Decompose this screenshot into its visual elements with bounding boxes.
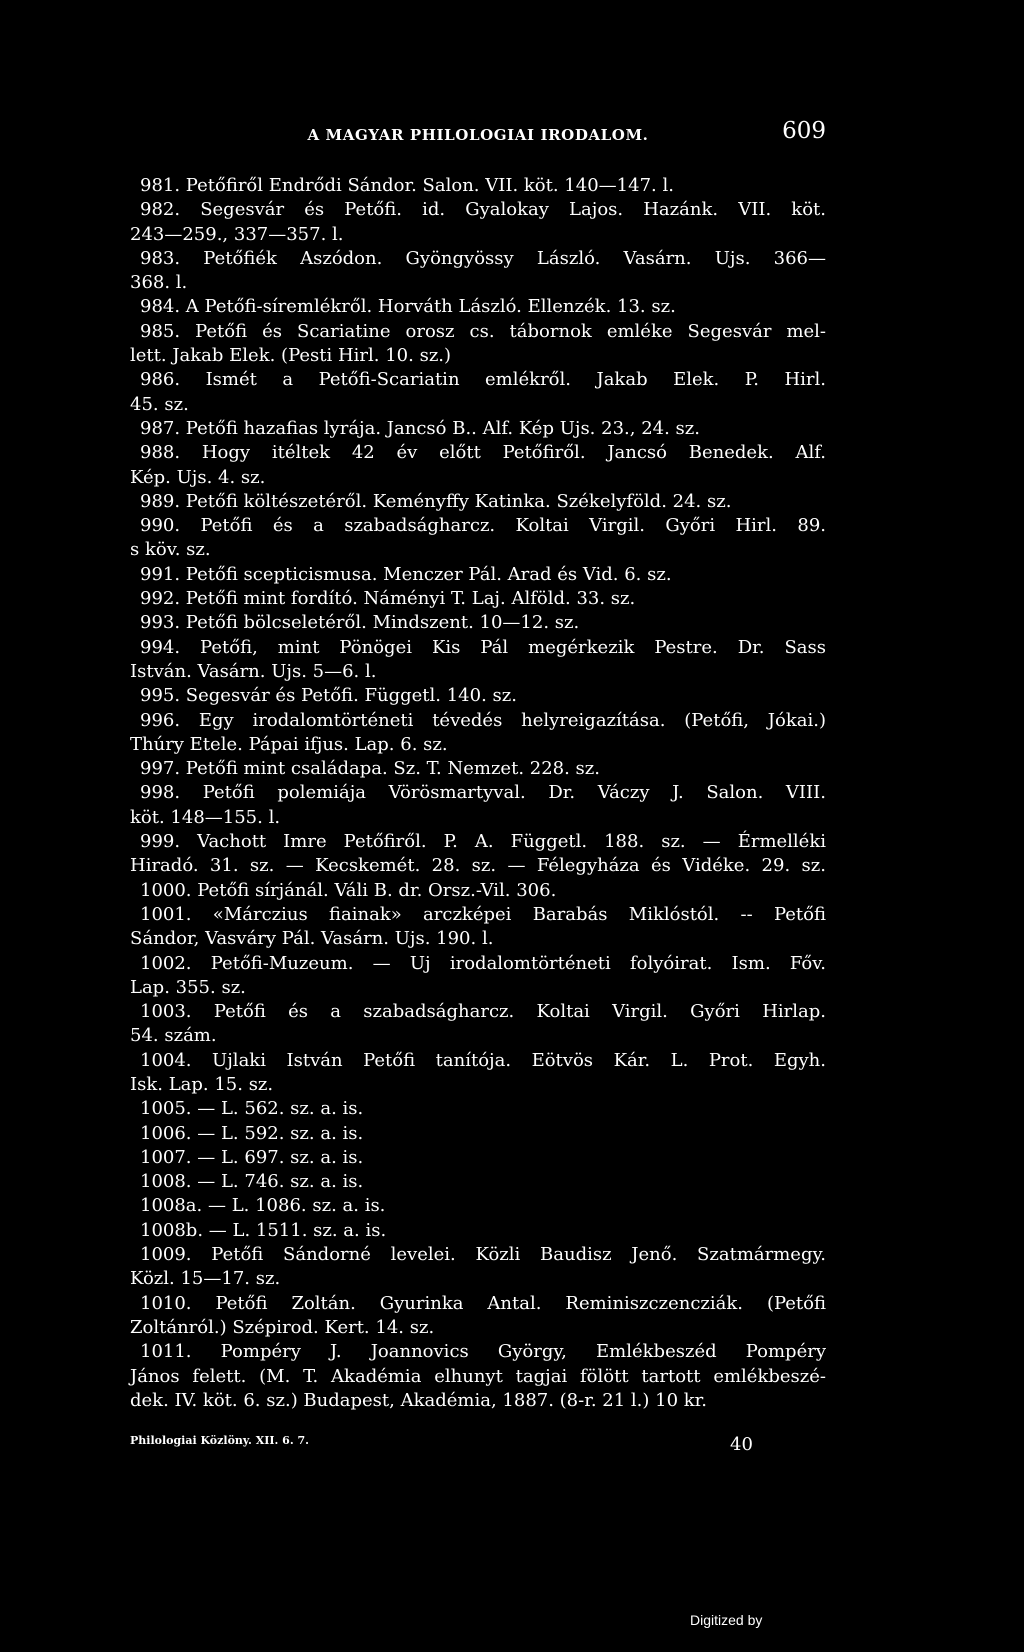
text-line: István. Vasárn. Ujs. 5—6. l.	[130, 660, 377, 682]
text-line: s köv. sz.	[130, 539, 211, 561]
text-line: Kép. Ujs. 4. sz.	[130, 466, 266, 488]
text-line: 45. sz.	[130, 393, 189, 415]
text-line: Zoltánról.) Szépirod. Kert. 14. sz.	[130, 1316, 435, 1338]
text-line: 997. Petőfi mint családapa. Sz. T. Nemzet. 228. sz.	[140, 758, 601, 780]
footer-journal: Philologiai Közlöny. XII. 6. 7.	[130, 1434, 309, 1447]
page-footer	[130, 1428, 826, 1458]
page-number: 609	[782, 118, 826, 144]
text-line: 1002. Petőfi-Muzeum. — Uj irodalomtörténeti folyóirat. Ism. Főv.	[140, 952, 826, 974]
bibliography-entries	[130, 174, 826, 1413]
text-line: 243—259., 337—357. l.	[130, 223, 344, 245]
text-line: 998. Petőfi polemiája Vörösmartyval. Dr. Váczy J. Salon. VIII.	[140, 782, 826, 804]
text-line: 985. Petőfi és Scariatine orosz cs. tábornok emléke Segesvár mel-	[140, 320, 826, 342]
text-line: Hiradó. 31. sz. — Kecskemét. 28. sz. — Félegyháza és Vidéke. 29. sz.	[130, 855, 826, 877]
text-line: Közl. 15—17. sz.	[130, 1268, 281, 1290]
text-line: Thúry Etele. Pápai ifjus. Lap. 6. sz.	[130, 733, 448, 755]
text-line: 994. Petőfi, mint Pönögei Kis Pál megérkezik Pestre. Dr. Sass	[140, 636, 826, 658]
text-line: 1005. — L. 562. sz. a. is.	[140, 1098, 364, 1120]
text-line: János felett. (M. T. Akadémia elhunyt tagjai fölött tartott emlékbeszé-	[130, 1365, 826, 1387]
text-line: 993. Petőfi bölcseletéről. Mindszent. 10—12. sz.	[140, 612, 580, 634]
text-line: 983. Petőfiék Aszódon. Gyöngyössy László. Vasárn. Ujs. 366—	[140, 247, 826, 269]
text-line: dek. IV. köt. 6. sz.) Budapest, Akadémia, 1887. (8-r. 21 l.) 10 kr.	[130, 1389, 708, 1411]
text-line: Isk. Lap. 15. sz.	[130, 1073, 274, 1095]
text-line: 990. Petőfi és a szabadságharcz. Koltai Virgil. Győri Hirl. 89.	[140, 515, 826, 537]
text-line: 1008b. — L. 1511. sz. a. is.	[140, 1219, 387, 1241]
footer-signature: 40	[730, 1434, 753, 1455]
text-line: 986. Ismét a Petőfi-Scariatin emlékről. Jakab Elek. P. Hirl.	[140, 369, 826, 391]
text-line: 996. Egy irodalomtörténeti tévedés helyreigazítása. (Petőfi, Jókai.)	[140, 709, 826, 731]
text-line: Sándor, Vasváry Pál. Vasárn. Ujs. 190. l.	[130, 928, 494, 950]
text-line: 991. Petőfi scepticismusa. Menczer Pál. Arad és Vid. 6. sz.	[140, 563, 672, 585]
text-line: 1009. Petőfi Sándorné levelei. Közli Baudisz Jenő. Szatmármegy.	[140, 1244, 826, 1266]
text-line: 1008. — L. 746. sz. a. is.	[140, 1171, 364, 1193]
text-line: 1004. Ujlaki István Petőfi tanítója. Eötvös Kár. L. Prot. Egyh.	[140, 1049, 826, 1071]
text-line: 1010. Petőfi Zoltán. Gyurinka Antal. Reminiszczencziák. (Petőfi	[140, 1292, 826, 1314]
text-line: 54. szám.	[130, 1025, 217, 1047]
text-line: 1008a. — L. 1086. sz. a. is.	[140, 1195, 386, 1217]
text-line: 1000. Petőfi sírjánál. Váli B. dr. Orsz.-Vil. 306.	[140, 879, 557, 901]
text-line: 368. l.	[130, 272, 188, 294]
text-line: köt. 148—155. l.	[130, 806, 281, 828]
text-line: 1007. — L. 697. sz. a. is.	[140, 1146, 364, 1168]
text-line: 984. A Petőfi-síremlékről. Horváth László. Ellenzék. 13. sz.	[140, 296, 676, 318]
running-header	[130, 118, 826, 152]
text-line: 987. Petőfi hazafias lyrája. Jancsó B.. Alf. Kép Ujs. 23., 24. sz.	[140, 417, 700, 439]
text-line: 1011. Pompéry J. Joannovics György, Emlékbeszéd Pompéry	[140, 1341, 826, 1363]
text-line: 989. Petőfi költészetéről. Keményffy Katinka. Székelyföld. 24. sz.	[140, 490, 732, 512]
text-line: 995. Segesvár és Petőfi. Függetl. 140. sz.	[140, 685, 517, 707]
text-line: Lap. 355. sz.	[130, 976, 246, 998]
text-line: lett. Jakab Elek. (Pesti Hirl. 10. sz.)	[130, 345, 452, 367]
text-line: 988. Hogy itéltek 42 év előtt Petőfiről. Jancsó Benedek. Alf.	[140, 442, 826, 464]
text-line: 999. Vachott Imre Petőfiről. P. A. Függetl. 188. sz. — Érmelléki	[140, 831, 826, 853]
text-line: 981. Petőfiről Endrődi Sándor. Salon. VII. köt. 140—147. l.	[140, 175, 674, 196]
text-line: 992. Petőfi mint fordító. Náményi T. Laj. Alföld. 33. sz.	[140, 588, 636, 610]
digitized-watermark: Digitized by	[690, 1612, 763, 1628]
text-line: 982. Segesvár és Petőfi. id. Gyalokay Lajos. Hazánk. VII. köt.	[140, 199, 826, 221]
header-title: A MAGYAR PHILOLOGIAI IRODALOM.	[307, 126, 649, 144]
text-line: 1006. — L. 592. sz. a. is.	[140, 1122, 364, 1144]
text-line: 1001. «Márczius fiainak» arczképei Barabás Miklóstól. -- Petőfi	[140, 903, 826, 925]
text-line: 1003. Petőfi és a szabadságharcz. Koltai Virgil. Győri Hirlap.	[140, 1001, 826, 1023]
